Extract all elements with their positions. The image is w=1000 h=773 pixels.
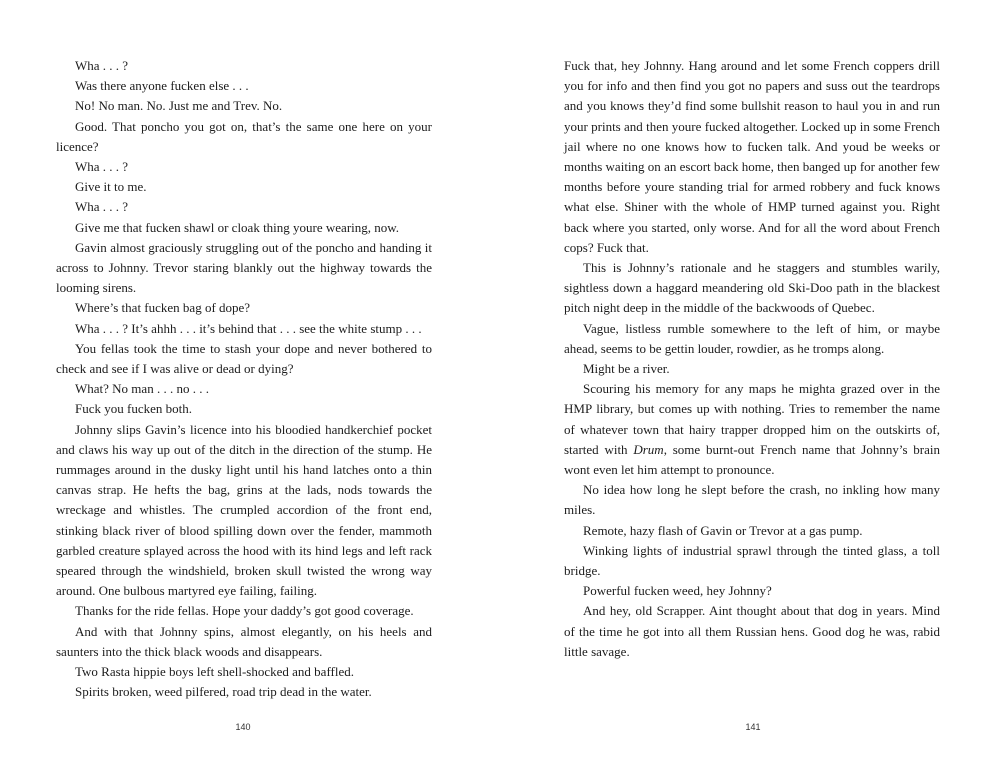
paragraph: Fuck that, hey Johnny. Hang around and let some French coppers drill you for info and then find you got no papers and suss out the teardrops and you knows they’d find some bullshit reason to haul you in and run your prints and then youre fucked altogether. Locked up in some French jail where no one knows how to fucken talk. And youd be weeks or months waiting on an escort back home, then banged up for another few months before youre standing trial for armed robbery and fuck knows what else. Shiner with the whole of HMP turned against you. Right back where you started, only worse. And for all the word about French cops? Fuck that.	[564, 58, 940, 255]
paragraph: Might be a river.	[583, 361, 670, 377]
paragraph: Spirits broken, weed pilfered, road trip dead in the water.	[75, 684, 372, 700]
paragraph: No idea how long he slept before the crash, no inkling how many miles.	[564, 482, 940, 518]
paragraph: Give it to me.	[75, 179, 147, 195]
paragraph: Wha . . . ? It’s ahhh . . . it’s behind that . . . see the white stump . . .	[75, 320, 422, 336]
paragraph: Johnny slips Gavin’s licence into his bloodied handkerchief pocket and claws his way up out of the ditch in the direction of the stump. He rummages around in the dusky light until his hand latches onto a thin canvas strap. He hefts the bag, grins at the lads, nods towards the wreckage and whistles. The crumpled accordion of the front end, stinking black river of blood spilling down over the fender, mammoth garbled creature splayed across the hood with its hind legs and left rack speared through the windshield, broken skull twisted the wrong way around. One bulbous martyred eye failing, failing.	[56, 421, 432, 599]
paragraph: You fellas took the time to stash your dope and never bothered to check and see if I was alive or dead or dying?	[56, 340, 432, 377]
paragraph: Wha . . . ?	[75, 159, 129, 175]
paragraph: Wha . . . ?	[75, 58, 129, 73]
page-number: 140	[235, 722, 251, 732]
paragraph: Thanks for the ride fellas. Hope your daddy’s got good coverage.	[75, 603, 414, 619]
paragraph: Vague, listless rumble somewhere to the left of him, or maybe ahead, seems to be gettin louder, rowdier, as he tromps along.	[564, 320, 940, 356]
paragraph: Two Rasta hippie boys left shell-shocked and baffled.	[75, 664, 355, 680]
paragraph: This is Johnny’s rationale and he staggers and stumbles warily, sightless down a haggard meandering old Ski-Doo path in the blackest pitch night deep in the middle of the backwoods of Quebec.	[564, 260, 940, 316]
paragraph: Good. That poncho you got on, that’s the same one here on your licence?	[56, 118, 432, 154]
paragraph: And with that Johnny spins, almost elegantly, on his heels and saunters into the thick black woods and disappears.	[56, 623, 432, 659]
paragraph: What? No man . . . no . . .	[75, 381, 209, 397]
paragraph: Powerful fucken weed, hey Johnny?	[583, 583, 772, 599]
paragraph: And hey, old Scrapper. Aint thought about that dog in years. Mind of the time he got into all them Russian hens. Good dog he was, rabid little savage.	[564, 603, 940, 659]
paragraph: Winking lights of industrial sprawl through the tinted glass, a toll bridge.	[564, 542, 940, 579]
paragraph: Was there anyone fucken else . . .	[75, 78, 249, 94]
paragraph: Scouring his memory for any maps he mighta grazed over in the HMP library, but comes up with nothing. Tries to remember the name of whatever town that hairy trapper dropped him on the outskirts of, started with Drum, some burnt-out French name that Johnny’s brain wont even let him attempt to pronounce.	[564, 381, 941, 478]
right-page	[564, 56, 940, 662]
paragraph: Where’s that fucken bag of dope?	[75, 300, 251, 316]
paragraph: No! No man. No. Just me and Trev. No.	[75, 98, 283, 114]
paragraph: Remote, hazy flash of Gavin or Trevor at a gas pump.	[583, 522, 863, 538]
paragraph: Wha . . . ?	[75, 199, 129, 215]
paragraph: Gavin almost graciously struggling out of the poncho and handing it across to Johnny. Trevor staring blankly out the highway towards the looming sirens.	[56, 239, 432, 296]
paragraph: Give me that fucken shawl or cloak thing youre wearing, now.	[75, 219, 400, 235]
left-page	[56, 56, 432, 703]
page-number: 141	[745, 722, 761, 732]
paragraph: Fuck you fucken both.	[75, 401, 192, 417]
